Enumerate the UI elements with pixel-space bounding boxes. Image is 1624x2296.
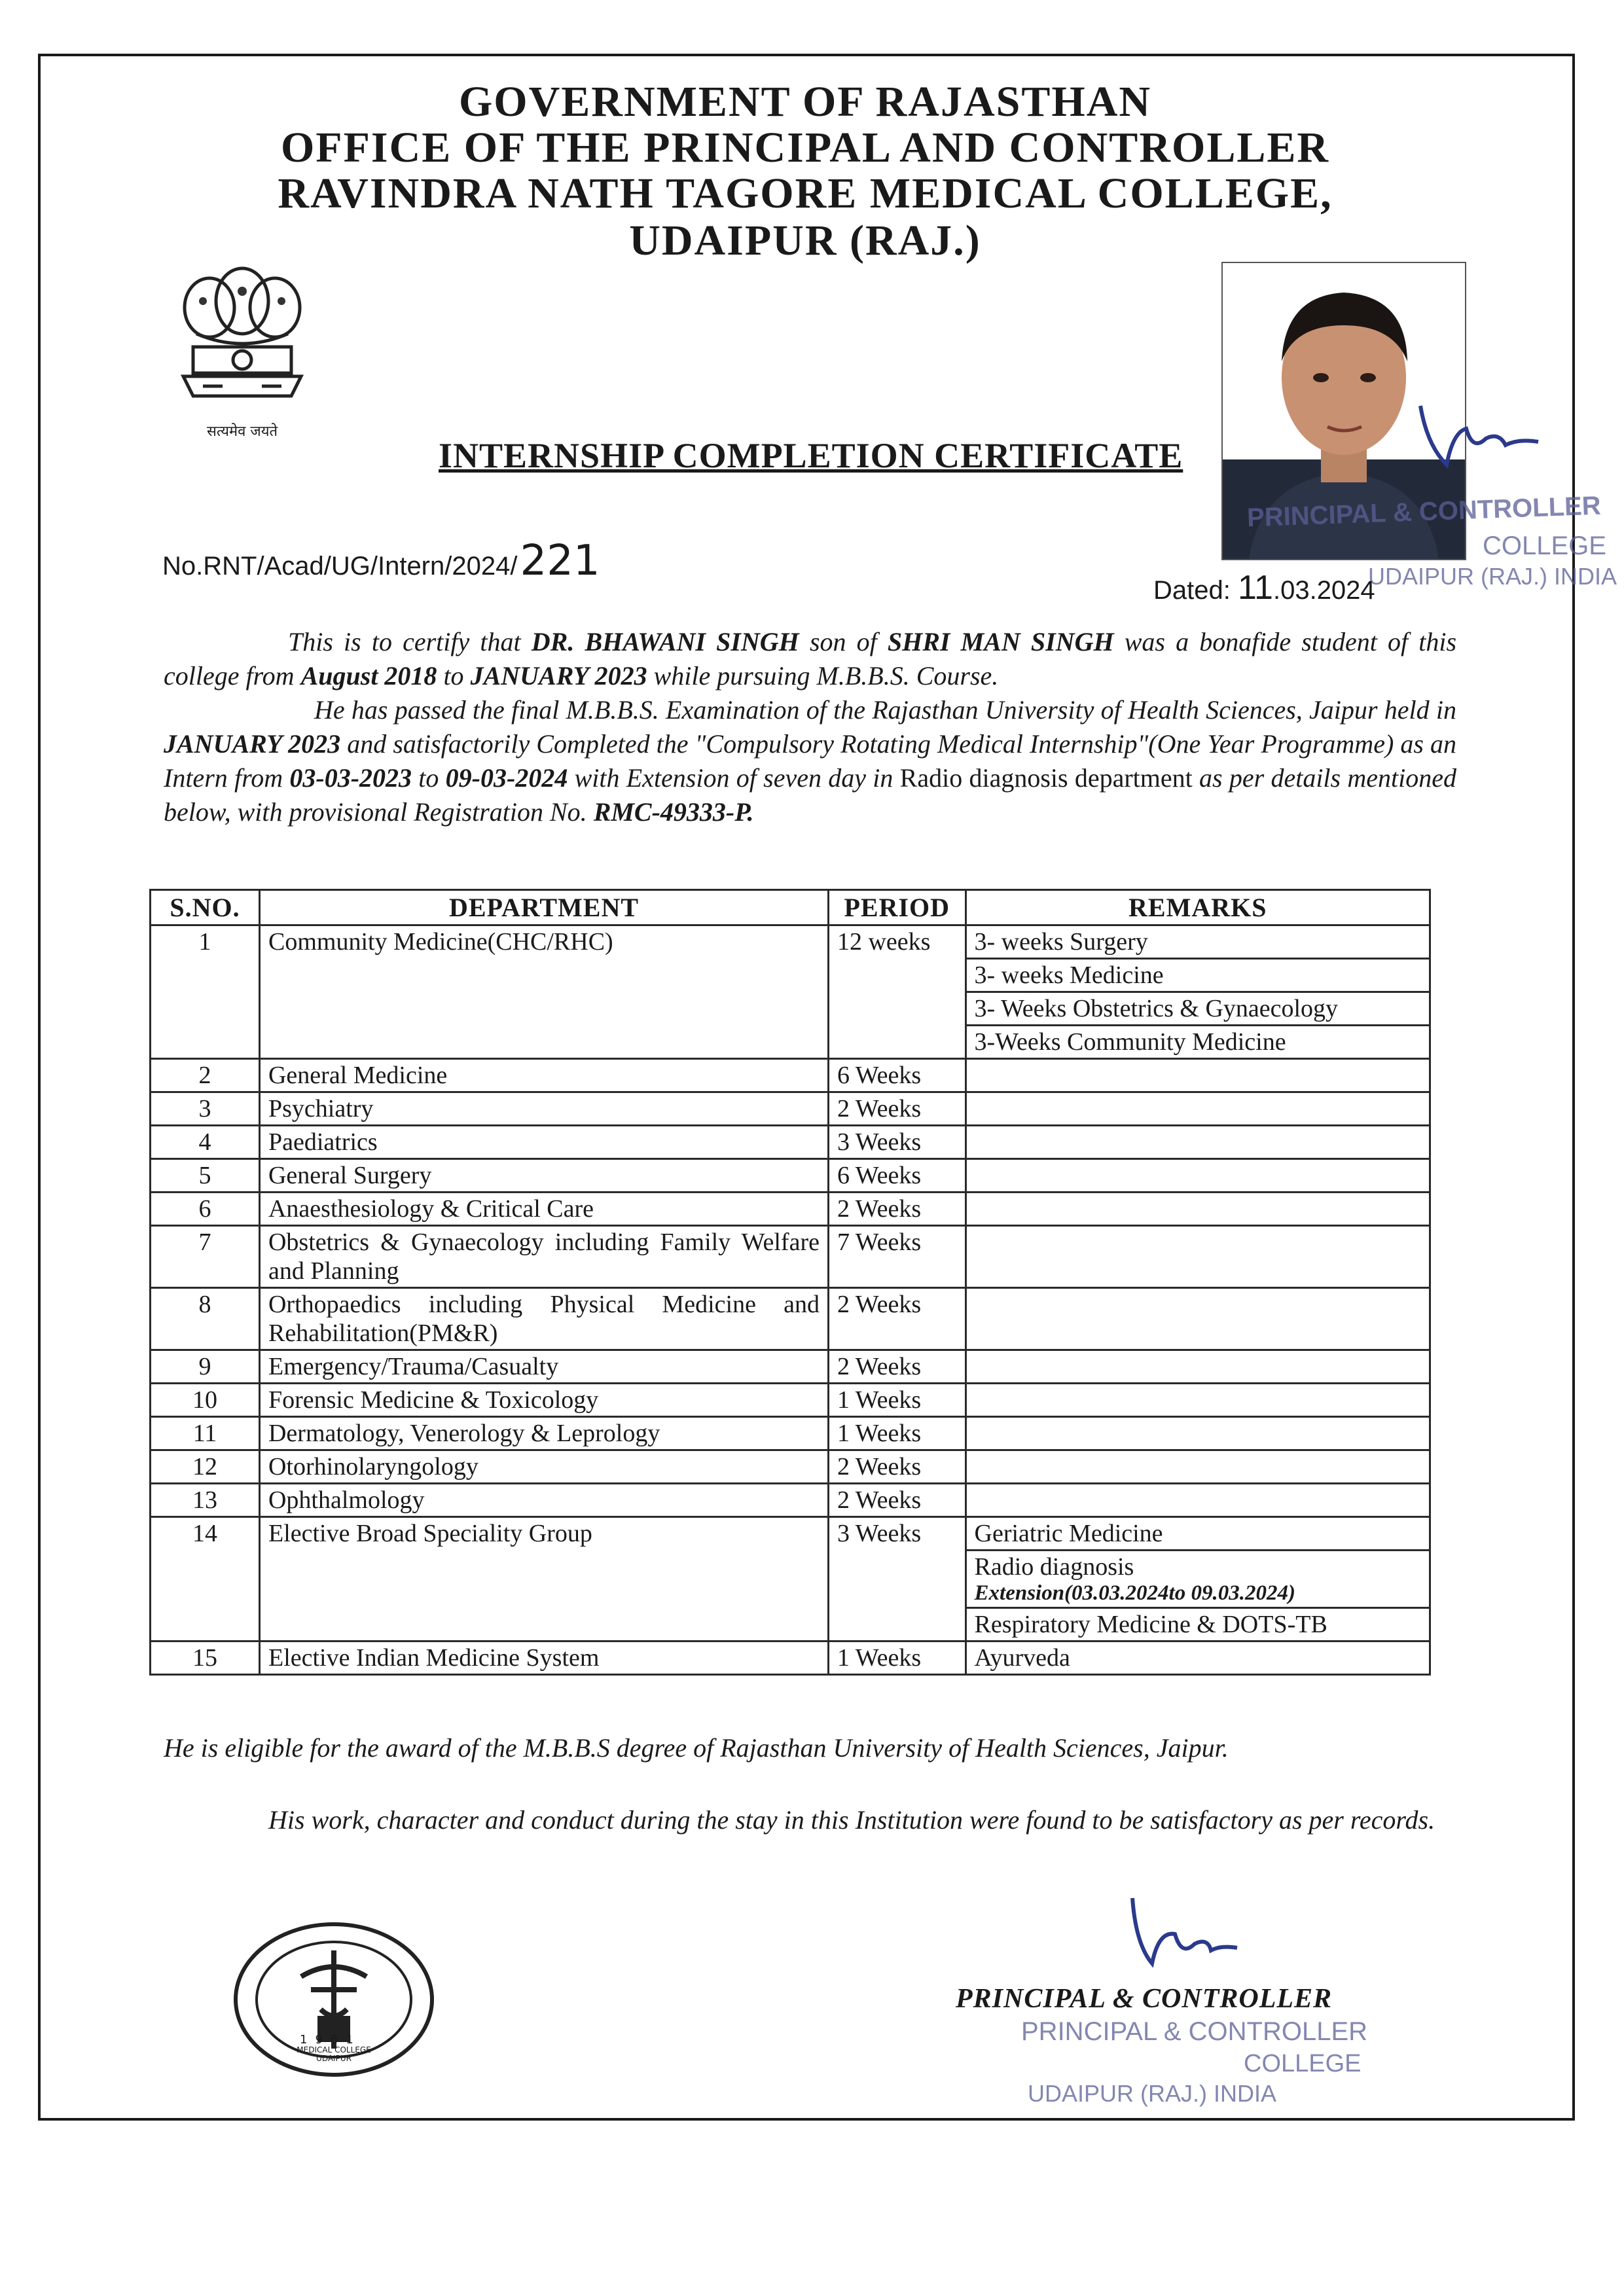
- row-department: Emergency/Trauma/Casualty: [259, 1350, 828, 1384]
- table-row: [151, 1226, 1430, 1288]
- signatory-role: PRINCIPAL & CONTROLLER: [956, 1984, 1333, 2014]
- header-remarks: REMARKS: [965, 890, 1430, 925]
- principal-signature-top: [1407, 393, 1571, 478]
- header-department: DEPARTMENT: [259, 890, 828, 925]
- internship-end: 09-03-2024: [445, 763, 568, 793]
- row-department: Obstetrics & Gynaecology including Family Welfare and Planning: [259, 1226, 828, 1288]
- table-row: [151, 1159, 1430, 1193]
- eligibility-statement: He is eligible for the award of the M.B.B.S degree of Rajasthan University of Health Sciences, Jaipur.: [164, 1733, 1229, 1763]
- remark-item: Respiratory Medicine & DOTS-TB: [974, 1611, 1327, 1638]
- table-row: [151, 1484, 1430, 1517]
- conduct-statement: His work, character and conduct during the stay in this Institution were found to be satisfactory as per records.: [268, 1805, 1435, 1835]
- college-seal-icon: [229, 1918, 439, 2085]
- remark-item: Geriatric Medicine: [967, 1518, 1429, 1551]
- seal-year: 1961: [300, 2033, 361, 2047]
- row-period: 2 Weeks: [828, 1484, 965, 1517]
- row-sno: 7: [151, 1226, 260, 1288]
- certificate-title: INTERNSHIP COMPLETION CERTIFICATE: [439, 436, 1183, 475]
- row-period: 6 Weeks: [828, 1059, 965, 1092]
- row-department: Ophthalmology: [259, 1484, 828, 1517]
- row-sno: 12: [151, 1450, 260, 1484]
- row-remarks: [965, 1417, 1430, 1450]
- reference-handwritten-number: 221: [520, 537, 600, 585]
- row-sno: 15: [151, 1641, 260, 1675]
- header-period: PERIOD: [828, 890, 965, 925]
- father-name: SHRI MAN SINGH: [887, 627, 1114, 656]
- header-college: RAVINDRA NATH TAGORE MEDICAL COLLEGE,: [278, 170, 1333, 217]
- internship-start: 03-03-2023: [289, 763, 412, 793]
- table-row: [151, 925, 1430, 1059]
- table-row: [151, 1641, 1430, 1675]
- stamp-bottom-line2: COLLEGE: [1244, 2050, 1362, 2077]
- table-row: [151, 1059, 1430, 1092]
- row-remarks: [965, 1126, 1430, 1159]
- seal-text: MEDICAL COLLEGE UDAIPUR: [297, 2045, 371, 2063]
- header-city: UDAIPUR (RAJ.): [629, 217, 981, 264]
- remark-extension: Extension(03.03.2024to 09.03.2024): [974, 1581, 1295, 1605]
- emblem-caption: सत्यमेव जयते: [206, 423, 278, 440]
- row-department: Dermatology, Venerology & Leprology: [259, 1417, 828, 1450]
- table-row: [151, 1193, 1430, 1226]
- remark-item: 3- Weeks Obstetrics & Gynaecology: [967, 993, 1429, 1026]
- row-sno: 4: [151, 1126, 260, 1159]
- row-remarks: Ayurveda: [965, 1641, 1430, 1675]
- row-remarks: [965, 1517, 1430, 1641]
- row-remarks: [965, 1092, 1430, 1126]
- row-remarks: [965, 1450, 1430, 1484]
- remark-item: 3- weeks Surgery: [967, 926, 1429, 960]
- row-department: General Medicine: [259, 1059, 828, 1092]
- row-department: Community Medicine(CHC/RHC): [259, 925, 828, 1059]
- row-period: 7 Weeks: [828, 1226, 965, 1288]
- row-department: Elective Broad Speciality Group: [259, 1517, 828, 1641]
- remark-item: 3- weeks Medicine: [967, 960, 1429, 993]
- row-remarks: [965, 1159, 1430, 1193]
- header-government: GOVERNMENT OF RAJASTHAN: [458, 78, 1152, 126]
- row-department: Otorhinolaryngology: [259, 1450, 828, 1484]
- row-sno: 6: [151, 1193, 260, 1226]
- row-remarks: [965, 1384, 1430, 1417]
- row-remarks: [965, 1193, 1430, 1226]
- remark-radio-diagnosis: Radio diagnosis: [974, 1553, 1134, 1581]
- table-row: [151, 1350, 1430, 1384]
- table-row: [151, 1517, 1430, 1641]
- header-sno: S.NO.: [151, 890, 260, 925]
- header-office: OFFICE OF THE PRINCIPAL AND CONTROLLER: [280, 124, 1330, 171]
- table-row: [151, 1288, 1430, 1350]
- date-day: 11: [1237, 569, 1273, 607]
- study-from: August 2018: [300, 661, 437, 691]
- row-sno: 3: [151, 1092, 260, 1126]
- row-sno: 8: [151, 1288, 260, 1350]
- table-row: [151, 1450, 1430, 1484]
- row-sno: 2: [151, 1059, 260, 1092]
- stamp-bottom-line3: UDAIPUR (RAJ.) INDIA: [1028, 2080, 1277, 2107]
- row-remarks: [965, 1288, 1430, 1350]
- row-department: Forensic Medicine & Toxicology: [259, 1384, 828, 1417]
- row-period: 1 Weeks: [828, 1384, 965, 1417]
- row-sno: 13: [151, 1484, 260, 1517]
- principal-signature: [1113, 1885, 1257, 1983]
- row-department: Psychiatry: [259, 1092, 828, 1126]
- date-label: Dated:: [1153, 576, 1231, 605]
- row-department: Paediatrics: [259, 1126, 828, 1159]
- row-period: 2 Weeks: [828, 1288, 965, 1350]
- row-sno: 1: [151, 925, 260, 1059]
- row-remarks: [965, 1350, 1430, 1384]
- row-period: 3 Weeks: [828, 1517, 965, 1641]
- national-emblem-icon: [157, 262, 327, 439]
- row-department: Elective Indian Medicine System: [259, 1641, 828, 1675]
- study-to: JANUARY 2023: [470, 661, 647, 691]
- row-sno: 5: [151, 1159, 260, 1193]
- row-department: Orthopaedics including Physical Medicine and Rehabilitation(PM&R): [259, 1288, 828, 1350]
- row-period: 2 Weeks: [828, 1092, 965, 1126]
- table-row: [151, 1092, 1430, 1126]
- row-period: 2 Weeks: [828, 1193, 965, 1226]
- table-row: [151, 1417, 1430, 1450]
- remark-item-radio: [967, 1551, 1429, 1609]
- row-sno: 14: [151, 1517, 260, 1641]
- student-name: DR. BHAWANI SINGH: [531, 627, 799, 656]
- row-sno: 9: [151, 1350, 260, 1384]
- row-remarks: [965, 1059, 1430, 1092]
- internship-department-table: [149, 889, 1431, 1676]
- stamp-top-line1: PRINCIPAL & CONTROLLER: [1246, 491, 1602, 533]
- row-period: 6 Weeks: [828, 1159, 965, 1193]
- table-header-row: [151, 890, 1430, 925]
- date-line: [1153, 568, 1375, 607]
- reference-prefix: No.RNT/Acad/UG/Intern/2024/: [162, 552, 518, 581]
- row-period: 3 Weeks: [828, 1126, 965, 1159]
- reference-number: [162, 537, 600, 585]
- remark-item: 3-Weeks Community Medicine: [974, 1028, 1286, 1056]
- exam-date: JANUARY 2023: [164, 729, 341, 759]
- row-sno: 11: [151, 1417, 260, 1450]
- table-row: [151, 1126, 1430, 1159]
- date-rest: .03.2024: [1272, 576, 1375, 605]
- row-period: 2 Weeks: [828, 1350, 965, 1384]
- row-sno: 10: [151, 1384, 260, 1417]
- stamp-top-line2: COLLEGE: [1483, 531, 1606, 560]
- row-period: 12 weeks: [828, 925, 965, 1059]
- table-row: [151, 1384, 1430, 1417]
- row-period: 1 Weeks: [828, 1641, 965, 1675]
- registration-number: RMC-49333-P.: [593, 797, 754, 827]
- row-department: Anaesthesiology & Critical Care: [259, 1193, 828, 1226]
- stamp-top-line3: UDAIPUR (RAJ.) INDIA: [1368, 563, 1617, 590]
- row-remarks: [965, 1484, 1430, 1517]
- certificate-body: This is to certify that DR. BHAWANI SINGH son of SHRI MAN SINGH was a bonafide student of this college from August 2018 to JANUARY 2023 while pursuing M.B.B.S. Course. He has passed the final M.B.B.S. Examination of the Rajasthan University of Health Sciences, Jaipur held in JANUARY 2023 and satisfactorily Completed the "Compulsory Rotating Medical Internship"(One Year Programme) as an Intern from 03-03-2023 to 09-03-2024 with Extension of seven day in Radio diagnosis department as per details mentioned below, with provisional Registration No. RMC-49333-P.: [164, 627, 1457, 827]
- row-remarks: [965, 1226, 1430, 1288]
- row-period: 2 Weeks: [828, 1450, 965, 1484]
- row-department: General Surgery: [259, 1159, 828, 1193]
- stamp-bottom-line1: PRINCIPAL & CONTROLLER: [1021, 2017, 1368, 2046]
- row-period: 1 Weeks: [828, 1417, 965, 1450]
- row-remarks: [965, 925, 1430, 1059]
